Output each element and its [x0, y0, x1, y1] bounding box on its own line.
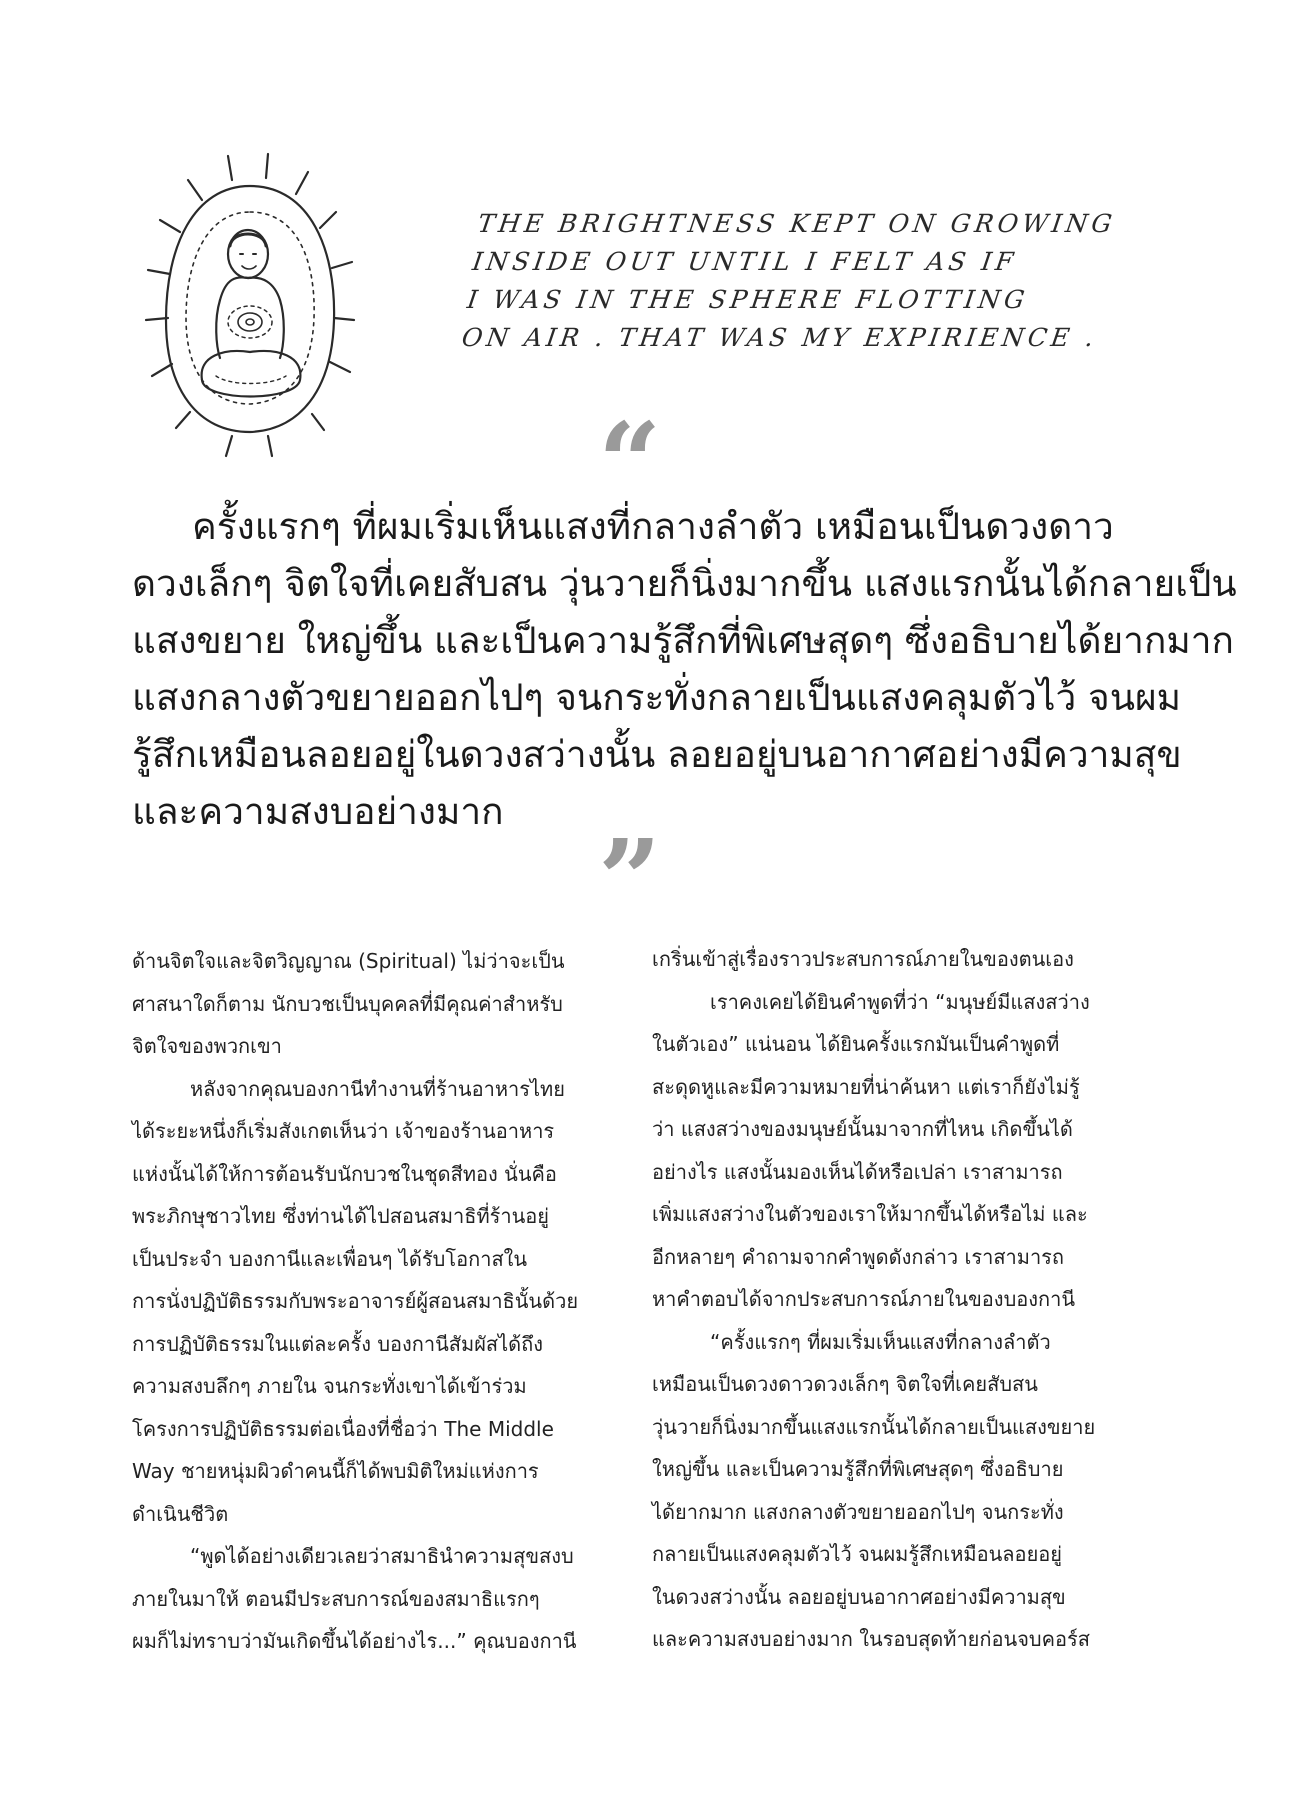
- body-line: หาคำตอบได้จากประสบการณ์ภายในของบองกานี: [652, 1287, 1076, 1311]
- body-line: หลังจากคุณบองกานีทำงานที่ร้านอาหารไทย: [190, 1076, 565, 1101]
- body-column-left: [132, 940, 612, 1663]
- body-line: จิตใจของพวกเขา: [132, 1034, 282, 1058]
- body-line: ว่า แสงสว่างของมนุษย์นั้นมาจากที่ไหน เกิดขึ้นได้: [652, 1117, 1073, 1141]
- body-line: การนั่งปฏิบัติธรรมกับพระอาจารย์ผู้สอนสมาธินั้นด้วย: [132, 1289, 579, 1313]
- meditating-figure-sketch: [140, 150, 360, 470]
- body-line: อีกหลายๆ คำถามจากคำพูดดังกล่าว เราสามารถ: [652, 1244, 1065, 1269]
- close-quote-mark: ”: [598, 815, 662, 944]
- body-line: แห่งนั้นได้ให้การต้อนรับนักบวชในชุดสีทอง นั่นคือ: [132, 1161, 557, 1186]
- caption-line: I WAS IN THE SPHERE FLOTTING: [465, 285, 1031, 314]
- body-line: โครงการปฏิบัติธรรมต่อเนื่องที่ชื่อว่า The Middle: [132, 1416, 554, 1441]
- pull-quote-line: แสงกลางตัวขยายออกไปๆ จนกระทั่งกลายเป็นแสงคลุมตัวไว้ จนผม: [132, 676, 1182, 719]
- body-line: พระภิกษุชาวไทย ซึ่งท่านได้ไปสอนสมาธิที่ร้านอยู่: [132, 1204, 550, 1228]
- body-line: เพิ่มแสงสว่างในตัวของเราให้มากขึ้นได้หรือไม่ และ: [652, 1202, 1088, 1226]
- caption-line: ON AIR . THAT WAS MY EXPIRIENCE .: [460, 323, 1100, 352]
- body-line: “ครั้งแรกๆ ที่ผมเริ่มเห็นแสงที่กลางลำตัว: [710, 1329, 1051, 1354]
- body-line: การปฏิบัติธรรมในแต่ละครั้ง บองกานีสัมผัสได้ถึง: [132, 1331, 544, 1356]
- handwritten-caption: [459, 205, 1120, 357]
- pull-quote: [132, 498, 1237, 840]
- body-line: ภายในมาให้ ตอนมีประสบการณ์ของสมาธิแรกๆ: [132, 1586, 540, 1611]
- body-line: ความสงบลึกๆ ภายใน จนกระทั่งเขาได้เข้าร่วม: [132, 1374, 527, 1398]
- body-line: ดำเนินชีวิต: [132, 1501, 229, 1526]
- body-line: อย่างไร แสงนั้นมองเห็นได้หรือเปล่า เราสามารถ: [652, 1159, 1063, 1184]
- pull-quote-line: และความสงบอย่างมาก: [132, 790, 504, 833]
- body-line: ใหญ่ขึ้น และเป็นความรู้สึกที่พิเศษสุดๆ ซึ่งอธิบาย: [652, 1457, 1064, 1481]
- body-line: และความสงบอย่างมาก ในรอบสุดท้ายก่อนจบคอร์ส: [652, 1627, 1090, 1651]
- body-line: ศาสนาใดก็ตาม นักบวชเป็นบุคคลที่มีคุณค่าสำหรับ: [132, 991, 563, 1016]
- body-line: ได้ยากมาก แสงกลางตัวขยายออกไปๆ จนกระทั่ง: [652, 1499, 1064, 1524]
- body-line: ผมก็ไม่ทราบว่ามันเกิดขึ้นได้อย่างไร...” คุณบองกานี: [132, 1629, 577, 1653]
- pull-quote-line: ดวงเล็กๆ จิตใจที่เคยสับสน วุ่นวายก็นิ่งมากขึ้น แสงแรกนั้นได้กลายเป็น: [132, 562, 1237, 605]
- body-line: เป็นประจำ บองกานีและเพื่อนๆ ได้รับโอกาสใน: [132, 1246, 528, 1271]
- body-line: เราคงเคยได้ยินคำพูดที่ว่า “มนุษย์มีแสงสว่าง: [710, 989, 1090, 1014]
- caption-line: THE BRIGHTNESS KEPT ON GROWING: [476, 209, 1118, 238]
- body-line: วุ่นวายก็นิ่งมากขึ้นแสงแรกนั้นได้กลายเป็นแสงขยาย: [652, 1414, 1096, 1439]
- body-line: “พูดได้อย่างเดียวเลยว่าสมาธินำความสุขสงบ: [190, 1544, 574, 1568]
- body-line: กลายเป็นแสงคลุมตัวไว้ จนผมรู้สึกเหมือนลอยอยู่: [652, 1542, 1063, 1566]
- pull-quote-line: แสงขยาย ใหญ่ขึ้น และเป็นความรู้สึกที่พิเศษสุดๆ ซึ่งอธิบายได้ยากมาก: [132, 619, 1234, 662]
- body-line: Way ชายหนุ่มผิวดำคนนี้ก็ได้พบมิติใหม่แห่งการ: [132, 1459, 539, 1483]
- body-line: สะดุดหูและมีความหมายที่น่าค้นหา แต่เราก็ยังไม่รู้: [652, 1074, 1080, 1099]
- ray-icon: [228, 156, 232, 180]
- caption-line: INSIDE OUT UNTIL I FELT AS IF: [470, 247, 1019, 276]
- pull-quote-line: ครั้งแรกๆ ที่ผมเริ่มเห็นแสงที่กลางลำตัว เหมือนเป็นดวงดาว: [192, 505, 1114, 548]
- body-line: ได้ระยะหนึ่งก็เริ่มสังเกตเห็นว่า เจ้าของร้านอาหาร: [132, 1119, 555, 1143]
- open-quote-mark: “: [598, 398, 662, 527]
- body-line: ในตัวเอง” แน่นอน ได้ยินครั้งแรกมันเป็นคำพูดที่: [652, 1032, 1060, 1056]
- body-line: ในดวงสว่างนั้น ลอยอยู่บนอากาศอย่างมีความสุข: [652, 1584, 1066, 1609]
- body-column-right: [652, 938, 1132, 1661]
- pull-quote-line: รู้สึกเหมือนลอยอยู่ในดวงสว่างนั้น ลอยอยู่บนอากาศอย่างมีความสุข: [132, 733, 1182, 776]
- body-line: เหมือนเป็นดวงดาวดวงเล็กๆ จิตใจที่เคยสับสน: [652, 1372, 1038, 1396]
- body-line: เกริ่นเข้าสู่เรื่องราวประสบการณ์ภายในของตนเอง: [652, 947, 1074, 971]
- body-line: ด้านจิตใจและจิตวิญญาณ (Spiritual) ไม่ว่าจะเป็น: [132, 949, 565, 973]
